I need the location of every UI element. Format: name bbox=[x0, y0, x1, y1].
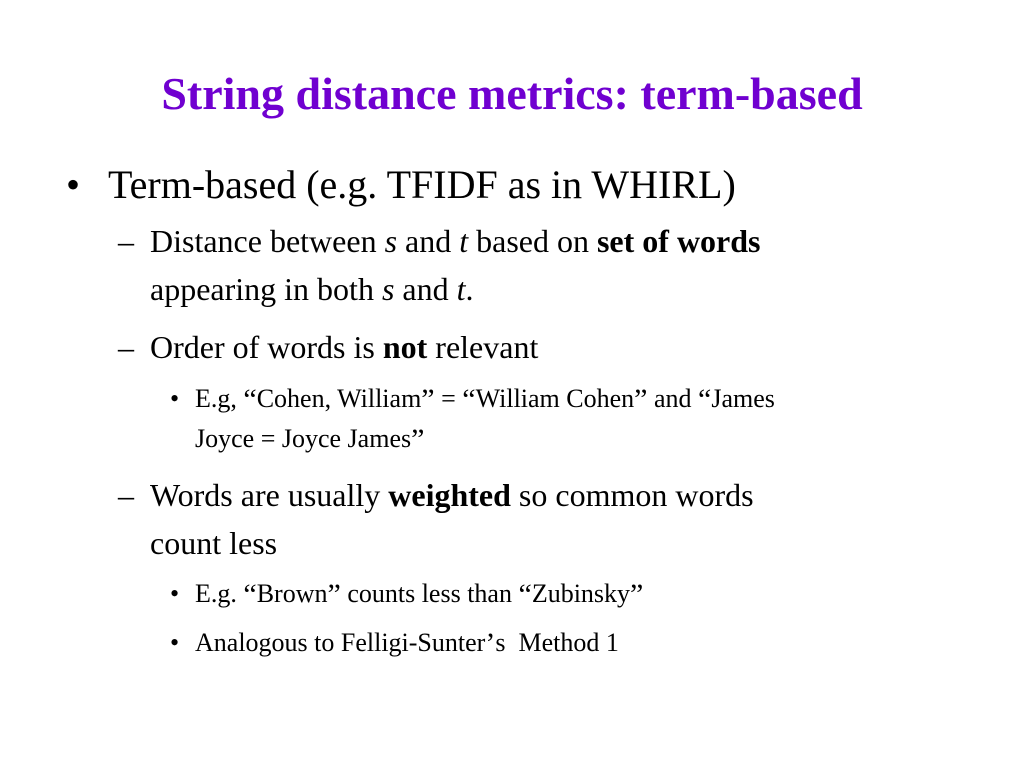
variable-t: t bbox=[456, 271, 466, 307]
text-fragment: E.g, bbox=[195, 384, 244, 413]
example-felligi-sunter bbox=[195, 628, 619, 658]
text-fragment: Words are usually bbox=[150, 477, 389, 513]
emphasis-weighted: weighted bbox=[388, 477, 511, 513]
example-name-order-cont bbox=[195, 424, 424, 454]
slide-title: String distance metrics: term-based bbox=[161, 68, 863, 119]
bullet-text: Term-based (e.g. TFIDF as in WHIRL) bbox=[108, 162, 736, 207]
apostrophe: ’ bbox=[485, 627, 496, 660]
text-fragment: E.g. bbox=[195, 579, 244, 608]
close-quote: ” bbox=[634, 383, 648, 416]
variable-s: s bbox=[381, 271, 395, 307]
quoted-text: Brown bbox=[256, 579, 328, 608]
text-fragment: count less bbox=[150, 525, 278, 561]
dash-marker: – bbox=[118, 329, 134, 365]
text-fragment: appearing in both bbox=[150, 271, 382, 307]
open-quote: “ bbox=[243, 383, 257, 416]
text-fragment: Analogous to Felligi-Sunter bbox=[195, 628, 486, 657]
example-brown-zubinsky bbox=[195, 579, 643, 609]
variable-s: s bbox=[384, 223, 398, 259]
sub-bullet-weighted-cont bbox=[150, 524, 277, 562]
quoted-text: Cohen, William bbox=[256, 384, 422, 413]
variable-t: t bbox=[459, 223, 469, 259]
close-quote: ” bbox=[411, 423, 425, 456]
example-name-order bbox=[195, 384, 775, 414]
sub-bullet-order bbox=[150, 328, 538, 366]
text-fragment: Order of words is bbox=[150, 329, 383, 365]
sub-bullet-distance-cont bbox=[150, 270, 473, 308]
text-fragment: Distance between bbox=[150, 223, 385, 259]
quoted-text: William Cohen bbox=[475, 384, 635, 413]
close-quote: ” bbox=[630, 578, 644, 611]
emphasis-set-of-words: set of words bbox=[596, 223, 761, 259]
bullet-marker: • bbox=[170, 579, 180, 608]
close-quote: ” bbox=[327, 578, 341, 611]
text-fragment: s Method 1 bbox=[495, 628, 619, 657]
bullet-marker: • bbox=[170, 628, 180, 657]
text-fragment: relevant bbox=[427, 329, 539, 365]
quoted-text: Zubinsky bbox=[531, 579, 631, 608]
open-quote: “ bbox=[698, 383, 712, 416]
text-fragment: and bbox=[647, 384, 699, 413]
text-fragment: . bbox=[465, 271, 474, 307]
bullet-marker: • bbox=[170, 384, 180, 413]
quoted-text: James bbox=[711, 384, 775, 413]
bullet-term-based bbox=[108, 162, 736, 208]
open-quote: “ bbox=[518, 578, 532, 611]
open-quote: “ bbox=[243, 578, 257, 611]
dash-marker: – bbox=[118, 477, 134, 513]
open-quote: “ bbox=[462, 383, 476, 416]
text-fragment: counts less than bbox=[340, 579, 519, 608]
text-fragment: and bbox=[397, 223, 460, 259]
close-quote: ” bbox=[421, 383, 435, 416]
sub-bullet-distance bbox=[150, 222, 761, 260]
text-fragment: based on bbox=[468, 223, 597, 259]
text-fragment: and bbox=[394, 271, 457, 307]
emphasis-not: not bbox=[382, 329, 428, 365]
quoted-text: Joyce = Joyce James bbox=[195, 424, 412, 453]
bullet-marker: • bbox=[66, 162, 81, 207]
text-fragment: so common words bbox=[510, 477, 754, 513]
dash-marker: – bbox=[118, 223, 134, 259]
sub-bullet-weighted bbox=[150, 476, 754, 514]
text-fragment: = bbox=[434, 384, 463, 413]
